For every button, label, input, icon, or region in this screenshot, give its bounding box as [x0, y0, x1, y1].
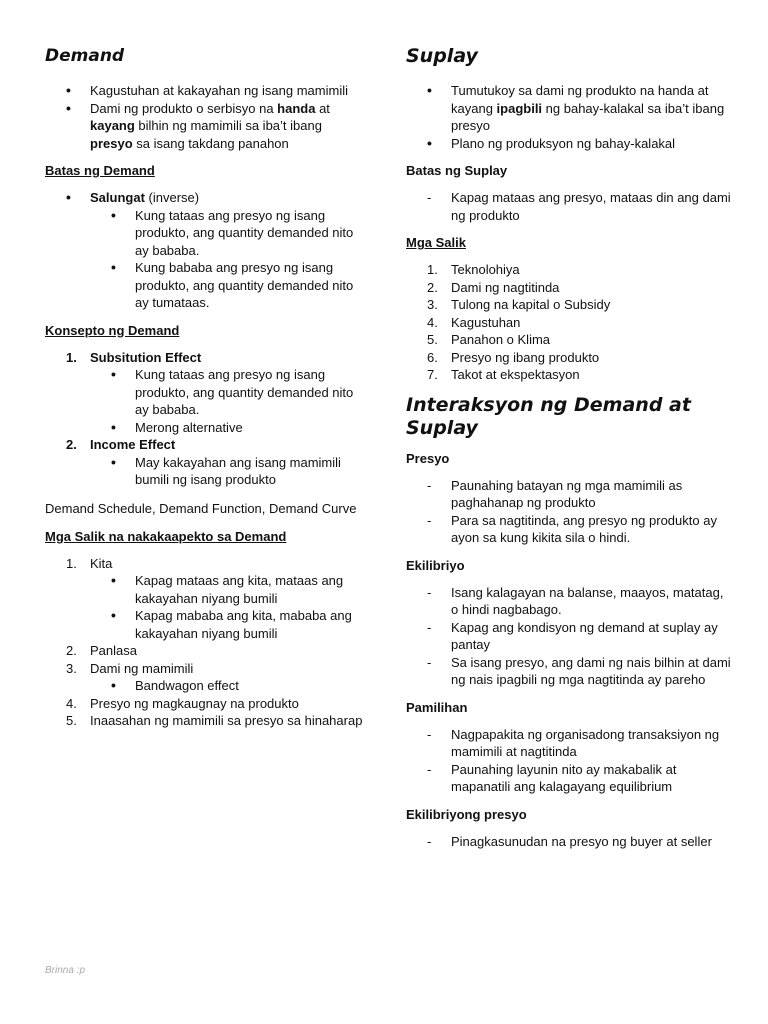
- salik-suplay-list: [406, 261, 731, 384]
- sub-list: [90, 454, 363, 489]
- batas-suplay-heading: Batas ng Suplay: [406, 163, 508, 178]
- list-item: • Bandwagon effect: [90, 677, 363, 695]
- list-item: • Plano ng produksyon ng bahay-kalakal: [406, 135, 731, 153]
- list-item: 4. Kagustuhan: [427, 314, 521, 330]
- list-item: 3. Dami ng mamimili • Bandwagon effect: [45, 660, 363, 695]
- demand-intro-list: [45, 82, 363, 152]
- list-item: • Kapag mababa ang kita, mababa ang kakayahan niyang bumili: [90, 607, 363, 642]
- list-item: 2. Panlasa: [66, 643, 137, 658]
- list-item: • Tumutukoy sa dami ng produkto na handa at kayang ipagbili ng bahay-kalakal sa iba’t ibang presyo: [406, 82, 731, 135]
- list-item: - Kapag ang kondisyon ng demand at suplay ay pantay: [427, 619, 718, 652]
- list-item: - Para sa nagtitinda, ang presyo ng produkto ay ayon sa kung kikita sila o hindi.: [427, 512, 717, 545]
- sub-list: [90, 572, 363, 642]
- sub-list: [90, 366, 363, 436]
- sub-list: [90, 677, 363, 695]
- list-item: - Paunahing batayan ng mga mamimili as paghahanap ng produkto: [427, 477, 683, 510]
- list-item: 3. Tulong na kapital o Subsidy: [427, 297, 611, 312]
- list-item: 4. Presyo ng magkaugnay na produkto: [66, 695, 299, 711]
- list-item: 2. Income Effect • May kakayahan ang isang mamimili bumili ng isang produkto: [45, 436, 363, 489]
- interaksyon-title: Interaksyon ng Demand at Suplay: [406, 393, 691, 439]
- konsepto-list: [45, 349, 363, 489]
- list-item: - Nagpapakita ng organisadong transaksiyon ng mamimili at nagtitinda: [427, 726, 720, 759]
- list-item: • May kakayahan ang isang mamimili bumili ng isang produkto: [90, 454, 363, 489]
- suplay-intro-list: [406, 82, 731, 152]
- right-column: [406, 42, 731, 860]
- presyo-heading: Presyo: [406, 450, 450, 466]
- list-item: • Kapag mataas ang kita, mataas ang kakayahan niyang bumili: [90, 572, 363, 607]
- list-item: • Merong alternative: [90, 419, 363, 437]
- list-item: • Kung tataas ang presyo ng isang produkto, ang quantity demanded nito ay bababa.: [90, 207, 363, 260]
- list-item: - Pinagkasunudan na presyo ng buyer at seller: [427, 833, 712, 849]
- list-item: • Kung tataas ang presyo ng isang produkto, ang quantity demanded nito ay bababa.: [90, 366, 363, 419]
- list-item: 1. Subsitution Effect • Kung tataas ang presyo ng isang produkto, ang quantity demanded nito ay bababa. • Merong alternative: [45, 349, 363, 437]
- demand-title: Demand: [45, 46, 125, 66]
- list-item: • Kagustuhan at kakayahan ng isang mamimili: [45, 82, 363, 100]
- salik-suplay-heading: Mga Salik: [406, 235, 466, 250]
- batas-suplay-list: [406, 189, 731, 224]
- salik-demand-heading: Mga Salik na nakakaapekto sa Demand: [45, 528, 287, 544]
- list-item: - Kapag mataas ang presyo, mataas din ang dami ng produkto: [427, 190, 731, 223]
- pamilihan-list: [406, 726, 731, 796]
- ekilibriyo-list: [406, 584, 731, 689]
- list-item: 5. Inaasahan ng mamimili sa presyo sa hinaharap: [66, 713, 363, 728]
- list-item: • Kung bababa ang presyo ng isang produkto, ang quantity demanded nito ay tumataas.: [90, 259, 363, 312]
- list-item: 6. Presyo ng ibang produkto: [427, 349, 600, 365]
- list-item: 1. Kita • Kapag mataas ang kita, mataas ang kakayahan niyang bumili • Kapag mababa ang kita, mababa ang kakayahan niyang bumili: [45, 555, 363, 643]
- konsepto-heading: Konsepto ng Demand: [45, 322, 180, 338]
- batas-demand-list: [45, 189, 363, 312]
- ekilibriyong-presyo-heading: Ekilibriyong presyo: [406, 806, 527, 822]
- list-item: - Isang kalagayan na balanse, maayos, matatag, o hindi nagbabago.: [427, 584, 724, 617]
- list-item: 5. Panahon o Klima: [427, 332, 551, 347]
- list-item: - Sa isang presyo, ang dami ng nais bilhin at dami ng nais ipagbili ng mga nagtitinda ay pareho: [427, 654, 731, 687]
- pamilihan-heading: Pamilihan: [406, 699, 468, 715]
- footer-signature: Brinna :p: [45, 965, 86, 976]
- list-item: • Dami ng produkto o serbisyo na handa at kayang bilhin ng mamimili sa iba’t ibang presyo sa isang takdang panahon: [45, 100, 363, 153]
- list-item: • Salungat (inverse) • Kung tataas ang presyo ng isang produkto, ang quantity demanded nito ay bababa. • Kung bababa ang presyo ng isang produkto, ang quantity demanded nito ay tumataas.: [45, 189, 363, 312]
- left-column: [45, 42, 363, 740]
- batas-demand-heading: Batas ng Demand: [45, 163, 155, 178]
- suplay-title: Suplay: [406, 45, 478, 67]
- list-item: 1. Teknolohiya: [427, 262, 520, 277]
- list-item: - Paunahing layunin nito ay makabalik at mapanatili ang kalagayang equilibrium: [427, 761, 677, 794]
- ekilibriyo-heading: Ekilibriyo: [406, 557, 465, 573]
- salik-demand-list: [45, 555, 363, 730]
- ekilibriyong-presyo-list: [406, 833, 731, 851]
- list-item: 2. Dami ng nagtitinda: [427, 279, 560, 295]
- demand-schedule-text: Demand Schedule, Demand Function, Demand Curve: [45, 500, 357, 516]
- sub-list: [90, 207, 363, 312]
- presyo-list: [406, 477, 731, 547]
- list-item: 7. Takot at ekspektasyon: [427, 367, 580, 382]
